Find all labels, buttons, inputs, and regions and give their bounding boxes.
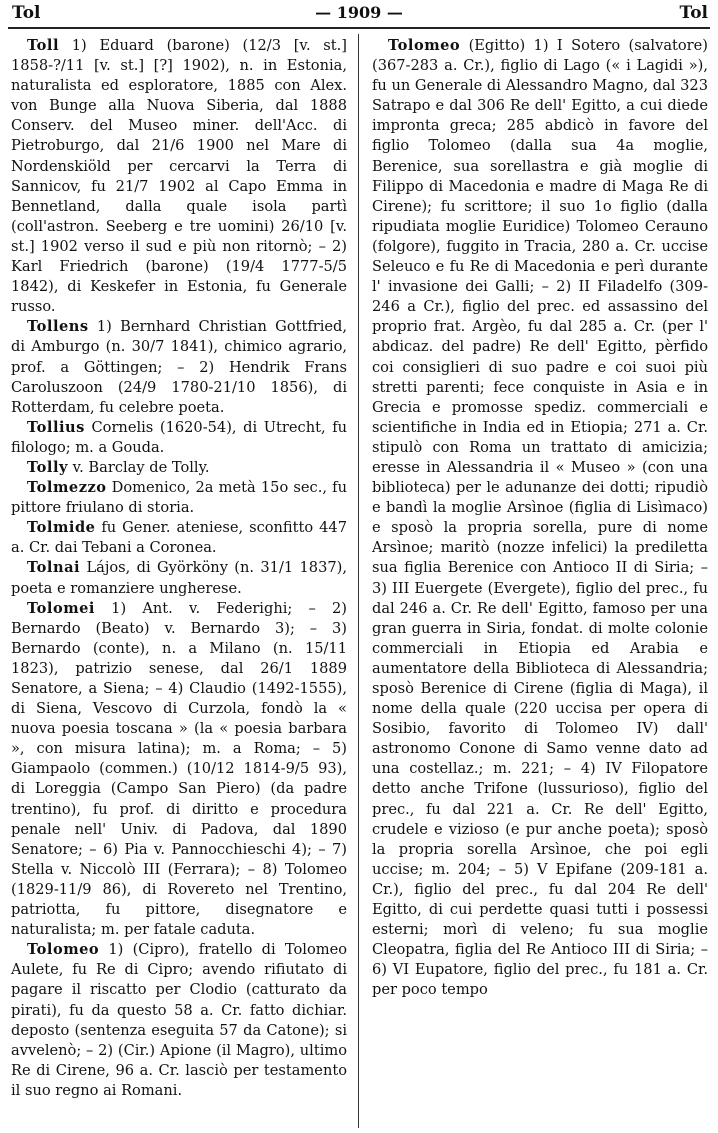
entry-tollens bbox=[11, 317, 347, 417]
entry-tolomei bbox=[11, 599, 347, 941]
entry-headword: Tolly bbox=[27, 458, 68, 476]
entry-headword: Tolmide bbox=[27, 519, 96, 537]
entry-tolomeo-egitto bbox=[372, 36, 708, 1001]
entry-text: (Egitto) 1) I Sotero (salvatore) (367-283 a. Cr.), figlio di Lago (« i Lagidi »), fu un Generale di Alessandro Magno, dal 323 Satrapo e dal 306 Re dell' Egitto, a cui diede impronta greca; 285 abdicò in favore del figlio Tolomeo (dalla sua 4a moglie, Berenice, sua sorellastra e già moglie di Filippo di Macedonia e madre di Maga Re di Cirene); fu scrittore; il suo 1o figlio (dalla ripudiata moglie Euridice) Tolomeo Cerauno (folgore), fuggito in Tracia, 280 a. Cr. uccise Seleuco e fu Re di Macedonia e perì durante l' invasione dei Galli; – 2) II Filadelfo (309-246 a Cr.), figlio del prec. ed assassino del proprio frat. Argèo, fu dal 285 a. Cr. (per l' abdicaz. del padre) Re dell' Egitto, pèrfido coi consiglieri di suo padre e coi suoi più stretti parenti; fece conquiste in Asia e in Grecia e promosse spediz. commerciali e scientifiche in India ed in Etiopia; 271 a. Cr. stipulò con Roma un trattato di amicizia; eresse in Alessandria il « Museo » (con una biblioteca) per le adunanze dei dotti; ripudiò e bandì la moglie Arsìnoe (figlia di Lisìmaco) e sposò la propria sorella, pure di nome Arsìnoe; maritò (nozze infelici) la prediletta sua figlia Berenice con Antioco II di Siria; – 3) III Euergete (Evergete), figlio del prec., fu dal 246 a. Cr. Re dell' Egitto, famoso per una gran guerra in Siria, fondat. di molte colonie commerciali in Etiopia ed Arabia e aumentatore della Biblioteca di Alessandria; sposò Berenice di Cirene (figlia di Maga), il nome della quale (220 uccisa per opera di Sosibio, favorito di Tolomeo IV) dall' astronomo Conone di Samo venne dato ad una costellaz.; m. 221; – 4) IV Filopatore detto anche Trifone (lussurioso), figlio del prec., fu dal 221 a. Cr. Re dell' Egitto, crudele e vizioso (e pur anche poeta); sposò la propria sorella Arsìnoe, che poi egli uccise; m. 204; – 5) V Epifane (209-181 a. Cr.), figlio del prec., fu dal 204 Re dell' Egitto, di cui perdette quasi tutti i possessi esterni; morì di veleno; fu sua moglie Cleopatra, figlia del Re Antioco III di Siria; – 6) VI Eupatore, figlio del prec., fu 181 a. Cr. per poco tempo bbox=[372, 37, 708, 999]
entry-text: 1) Eduard (barone) (12/3 [v. st.] 1858-?/11 [v. st.] [?] 1902), n. in Estonia, naturalista ed esploratore, 1885 con Alex. von Bunge alla Nuova Siberia, dal 1888 Conserv. del Museo miner. dell'Acc. di Pietroburgo, dal 21/6 1900 nel Mare di Nordenskiöld per cercarvi la Terra di Sannicov, fu 21/7 1902 al Capo Emma in Bennetland, dalla quale isola partì (coll'astron. Seeberg e tre uomini) 26/10 [v. st.] 1902 verso il sud e più non ritornò; – 2) Karl Friedrich (barone) (19/4 1777-5/5 1842), di Keskefer in Estonia, fu Generale russo. bbox=[11, 37, 347, 316]
right-column bbox=[372, 36, 708, 1001]
entry-text: v. Barclay de Tolly. bbox=[68, 458, 210, 476]
entry-tolnai bbox=[11, 558, 347, 598]
entry-text: 1) (Cipro), fratello di Tolomeo Aulete, fu Re di Cipro; avendo rifiutato di pagare il riscatto per Clodio (catturato da pirati), fu da questo 58 a. Cr. fatto dichiar. deposto (sentenza eseguita 57 da Catone); si avvelenò; – 2) (Cir.) Apione (il Magro), ultimo Re di Cirene, 96 a. Cr. lasciò per testamento il suo regno ai Romani. bbox=[11, 941, 347, 1099]
entry-tolmezzo bbox=[11, 478, 347, 518]
entry-text: Lájos, di Györköny (n. 31/1 1837), poeta e romanziere ungherese. bbox=[11, 559, 347, 597]
entry-tollius bbox=[11, 418, 347, 458]
left-column bbox=[11, 36, 347, 1101]
entry-headword: Tollius bbox=[27, 418, 85, 436]
entry-headword: Tollens bbox=[27, 318, 89, 336]
entry-headword: Toll bbox=[27, 37, 60, 54]
page-header bbox=[0, 0, 718, 30]
entry-tolly bbox=[11, 458, 347, 478]
header-rule bbox=[8, 27, 710, 29]
entry-headword: Tolnai bbox=[27, 559, 81, 577]
header-left-keyword: Tol bbox=[12, 3, 41, 23]
entry-tolmide bbox=[11, 518, 347, 558]
entry-headword: Tolomei bbox=[27, 599, 95, 617]
header-right-keyword: Tol bbox=[679, 3, 708, 23]
entry-tolomeo-cipro bbox=[11, 940, 347, 1101]
entry-headword: Tolomeo bbox=[388, 37, 461, 54]
entry-toll bbox=[11, 36, 347, 317]
entry-text: 1) Bernhard Christian Gottfried, di Amburgo (n. 30/7 1841), chimico agrario, prof. a Göttingen; – 2) Hendrik Frans Caroluszoon (24/9 1780-21/10 1856), di Rotterdam, fu celebre poeta. bbox=[11, 318, 347, 416]
entry-text: fu Gener. ateniese, sconfitto 447 a. Cr. dai Tebani a Coronea. bbox=[11, 519, 347, 557]
entry-text: Cornelis (1620-54), di Utrecht, fu filologo; m. a Gouda. bbox=[11, 418, 347, 456]
entry-headword: Tolmezzo bbox=[27, 479, 107, 497]
entry-text: Domenico, 2a metà 15o sec., fu pittore friulano di storia. bbox=[11, 479, 347, 517]
entry-text: 1) Ant. v. Federighi; – 2) Bernardo (Beato) v. Bernardo 3); – 3) Bernardo (conte), n. a Milano (n. 15/11 1823), patrizio senese, dal 26/1 1889 Senatore, a Siena; – 4) Claudio (1492-1555), di Siena, Vescovo di Curzola, fondò la « nuova poesia toscana » (la « poesia barbara », con misura latina); m. a Roma; – 5) Giampaolo (commen.) (10/12 1814-9/5 93), di Loreggia (Campo San Piero) (da padre trentino), fu prof. di diritto e procedura penale nell' Univ. di Padova, dal 1890 Senatore; – 6) Pia v. Pannocchieschi 4); – 7) Stella v. Niccolò III (Ferrara); – 8) Tolomeo (1829-11/9 86), di Rovereto nel Trentino, patriotta, fu pittore, disegnatore e naturalista; m. per fatale caduta. bbox=[11, 599, 347, 939]
entry-headword: Tolomeo bbox=[27, 941, 100, 959]
page-number: — 1909 — bbox=[315, 3, 403, 22]
column-separator bbox=[358, 34, 359, 1128]
